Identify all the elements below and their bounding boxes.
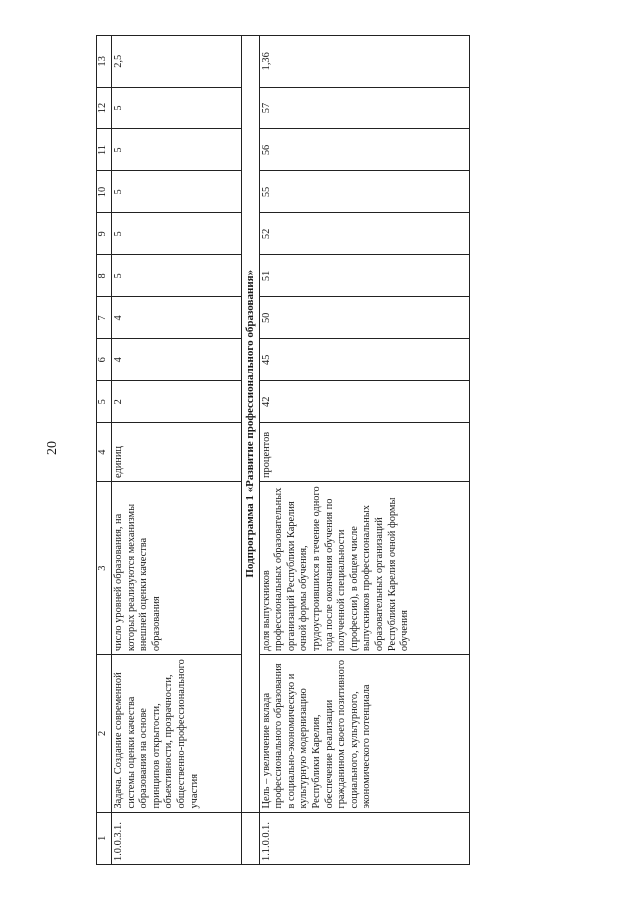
header-cell: 1: [97, 812, 112, 864]
value-cell: 4: [112, 339, 242, 381]
value-cell: 4: [112, 297, 242, 339]
value-cell: 5: [112, 171, 242, 213]
unit-cell: единиц: [112, 423, 242, 482]
header-cell: 8: [97, 255, 112, 297]
value-cell: 56: [259, 129, 469, 171]
value-cell: 55: [259, 171, 469, 213]
header-cell: 2: [97, 655, 112, 812]
value-cell: 2: [112, 381, 242, 423]
indicator-text: доля выпускников профессиональных образовательных организаций Республики Карелия очной формы обучения, трудоустроившихся в течение одного года после окончания обучения по полученной специальности (профессии), в общем числе выпускников профессиональных образовательных организаций Республики Карелия очной формы обучения: [259, 482, 469, 655]
row-code: 1.1.0.0.1.: [259, 812, 469, 864]
value-cell: 5: [112, 87, 242, 129]
header-cell: 11: [97, 129, 112, 171]
row-code: 1.0.0.3.1.: [112, 812, 242, 864]
value-cell: 52: [259, 213, 469, 255]
header-cell: 9: [97, 213, 112, 255]
value-cell: 5: [112, 213, 242, 255]
page-number: 20: [45, 441, 60, 455]
indicator-text: число уровней образования, на которых реализуются механизмы внешней оценки качества образования: [112, 482, 242, 655]
header-cell: 10: [97, 171, 112, 213]
empty-cell: [242, 812, 260, 864]
table-wrapper: [96, 35, 566, 865]
header-cell: 7: [97, 297, 112, 339]
subprogram-row: [242, 36, 260, 865]
value-cell: 5: [112, 129, 242, 171]
header-row: [97, 36, 112, 865]
header-cell: 5: [97, 381, 112, 423]
header-cell: 12: [97, 87, 112, 129]
unit-cell: процентов: [259, 423, 469, 482]
value-cell: 45: [259, 339, 469, 381]
header-cell: 13: [97, 36, 112, 88]
goal-text: Цель – увеличение вклада профессионального образования в социально-экономическую и культурную модернизацию Республики Карелия, обеспечение реализации гражданином своего позитивного социального, культурного, экономического потенциала: [259, 655, 469, 812]
value-cell: 2,5: [112, 36, 242, 88]
table-row: [112, 36, 242, 865]
goal-text: Задача. Создание современной системы оценки качества образования на основе принципов открытости, объективности, прозрачности, общественно-профессионального участия: [112, 655, 242, 812]
header-cell: 3: [97, 482, 112, 655]
value-cell: 42: [259, 381, 469, 423]
value-cell: 5: [112, 255, 242, 297]
value-cell: 1,36: [259, 36, 469, 88]
value-cell: 50: [259, 297, 469, 339]
indicator-table: [96, 35, 470, 865]
subprogram-title: Подпрограмма 1 «Развитие профессионального образования»: [242, 36, 260, 813]
value-cell: 51: [259, 255, 469, 297]
header-cell: 4: [97, 423, 112, 482]
value-cell: 57: [259, 87, 469, 129]
table-row: [259, 36, 469, 865]
header-cell: 6: [97, 339, 112, 381]
rotated-table-frame: [96, 35, 566, 865]
